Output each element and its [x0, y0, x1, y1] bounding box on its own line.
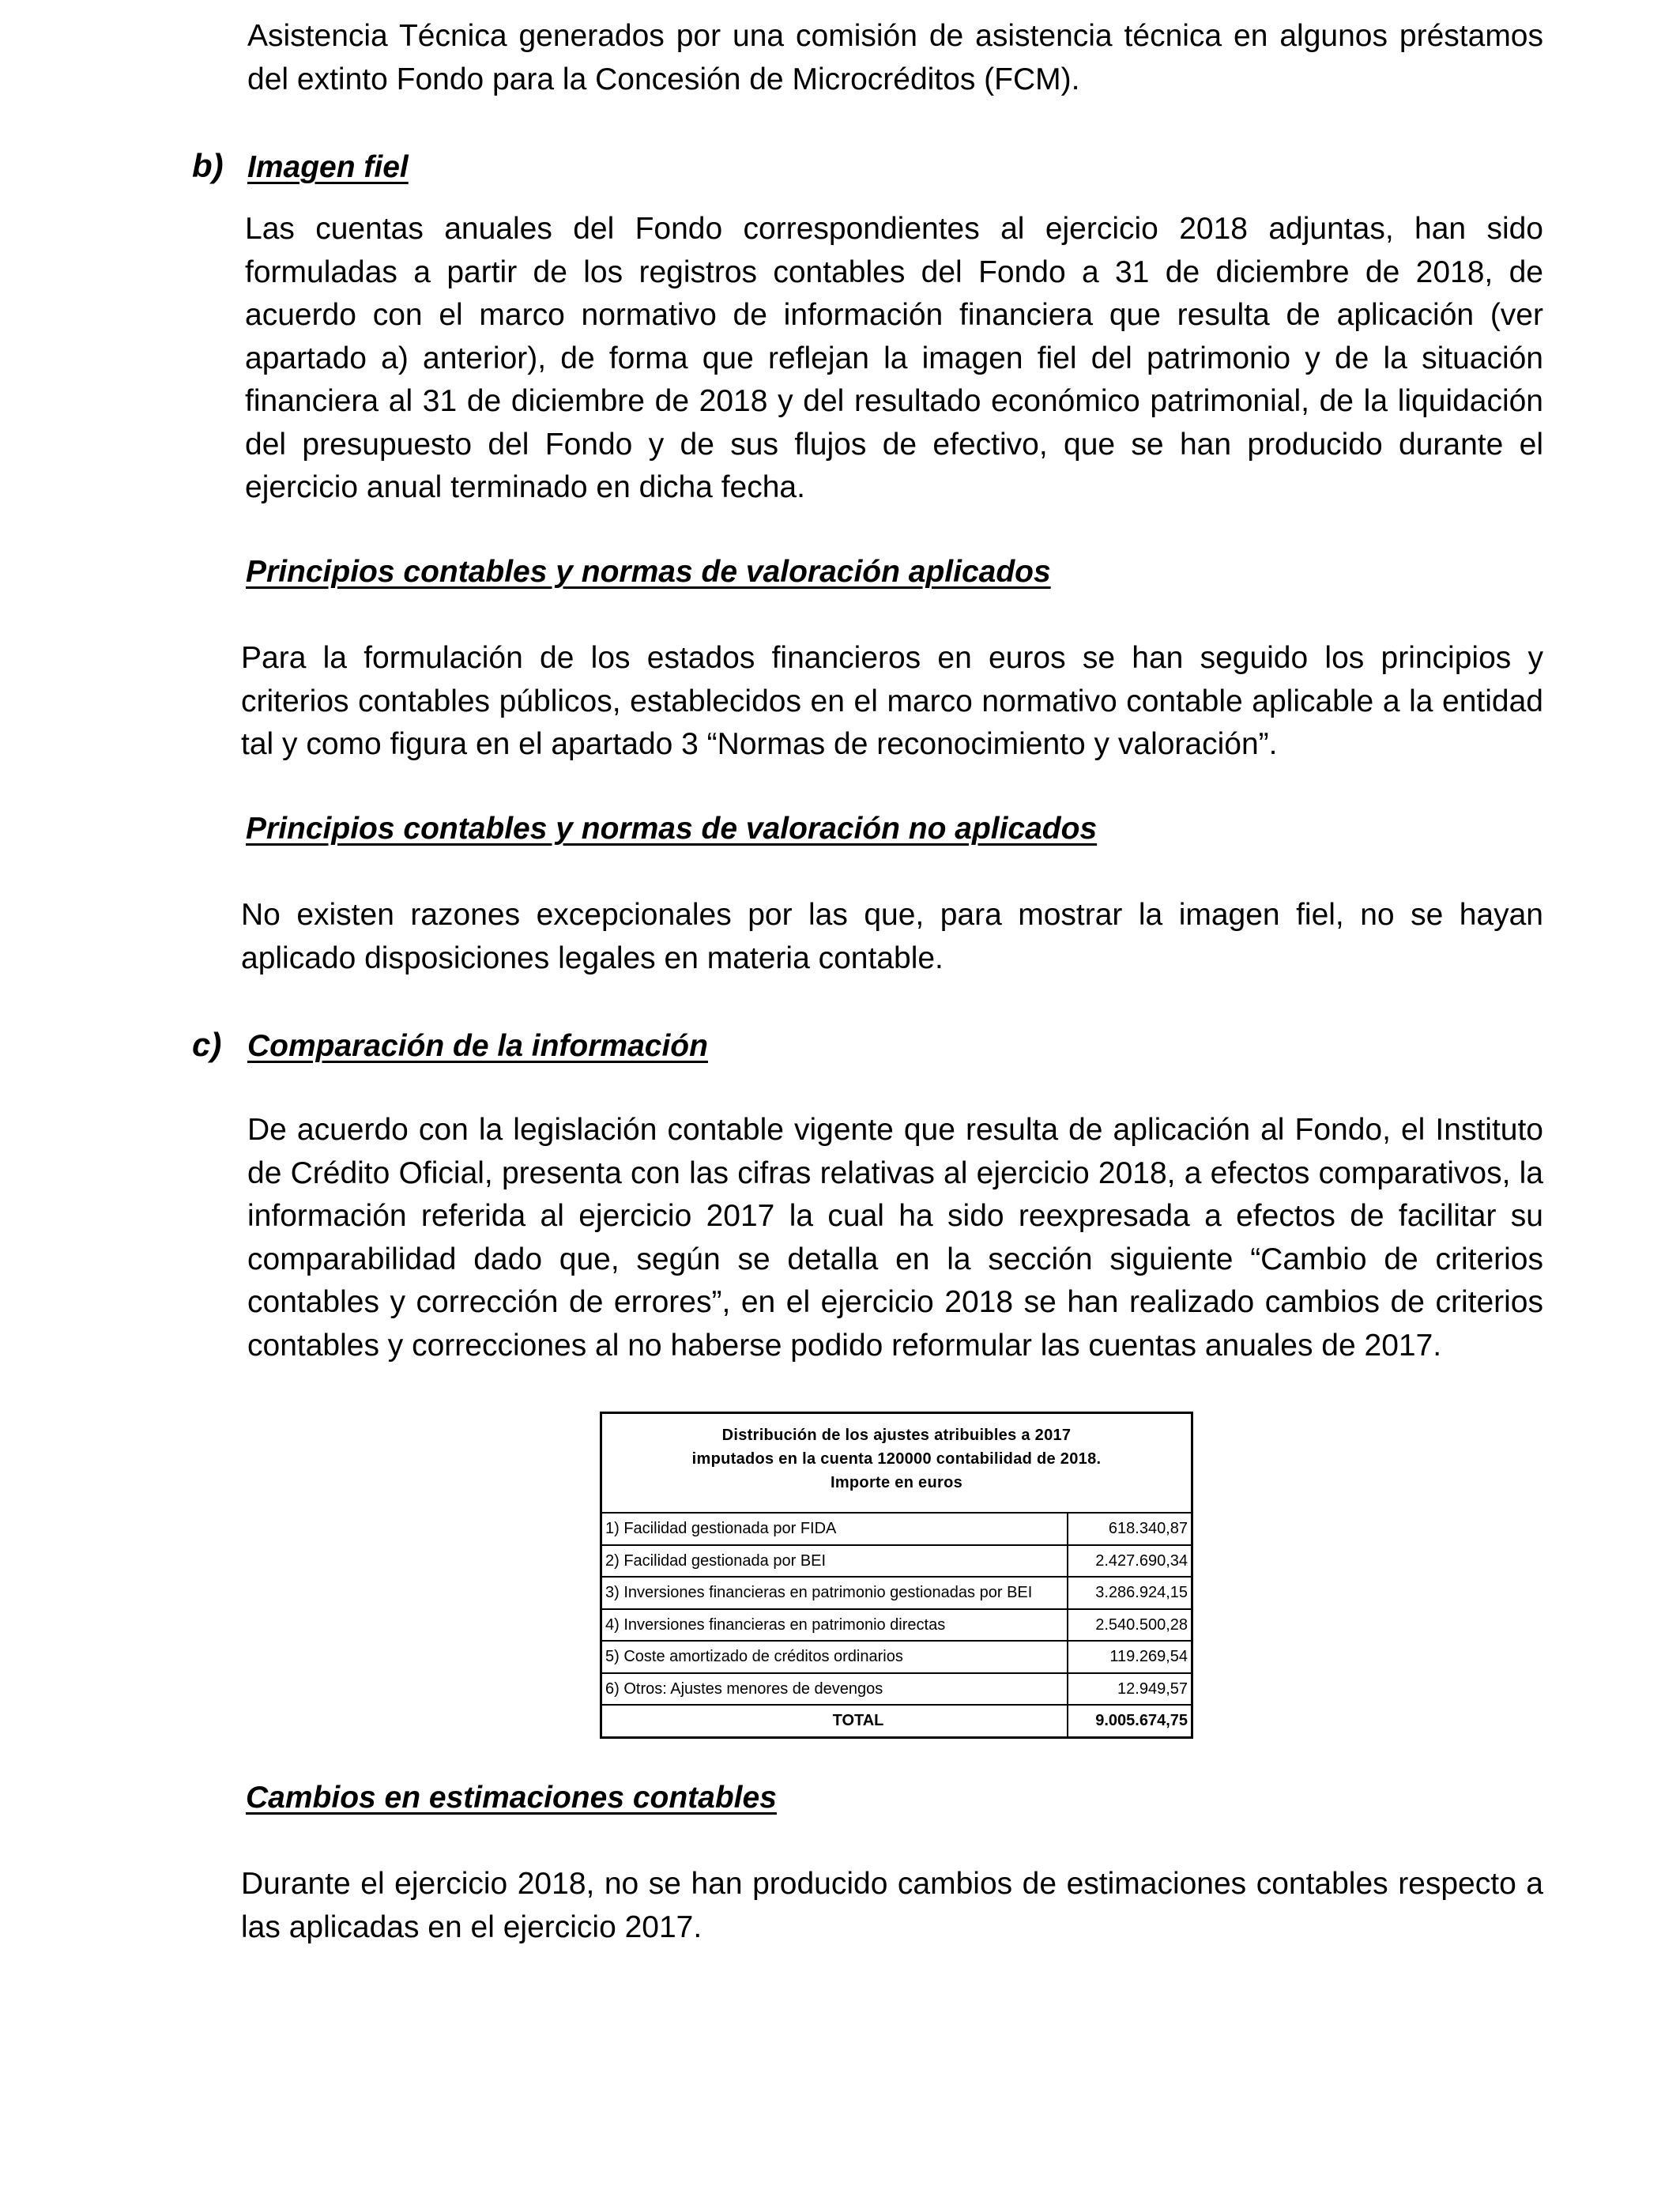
adjustments-table [600, 1412, 1193, 1739]
row-value: 2.540.500,28 [1095, 1615, 1188, 1634]
table-title [602, 1414, 1191, 1512]
table-row [602, 1674, 1191, 1706]
sub1-paragraph: Para la formulación de los estados financieros en euros se han seguido los principios y criterios contables públicos, establecidos en el marco normativo contable aplicable a la entidad tal y como figura en el apartado 3 “Normas de reconocimiento y valoración”. [241, 641, 1543, 761]
section-c-heading: Comparación de la información [247, 1029, 708, 1063]
row-value: 119.269,54 [1109, 1648, 1188, 1665]
section-b-marker: b) [192, 147, 224, 184]
sub2-heading: Principios contables y normas de valoración no aplicados [246, 812, 1098, 846]
section-c-marker: c) [192, 1026, 222, 1063]
table-row [602, 1546, 1191, 1578]
sub2-paragraph: No existen razones excepcionales por las que, para mostrar la imagen fiel, no se hayan aplicado disposiciones legales en materia contable. [241, 898, 1543, 975]
table-title-line-2: imputados en la cuenta 120000 contabilidad de 2018. [691, 1450, 1102, 1468]
row-label: 1) Facilidad gestionada por FIDA [602, 1514, 1068, 1544]
row-value: 618.340,87 [1108, 1520, 1188, 1537]
table-row [602, 1610, 1191, 1642]
row-label: 4) Inversiones financieras en patrimonio directas [602, 1610, 1068, 1641]
row-label: 3) Inversiones financieras en patrimonio gestionadas por BEI [602, 1578, 1068, 1608]
table-body [602, 1512, 1191, 1736]
table-row [602, 1514, 1191, 1546]
row-label: 2) Facilidad gestionada por BEI [602, 1546, 1068, 1577]
total-label: TOTAL [602, 1706, 1068, 1736]
intro-paragraph: Asistencia Técnica generados por una comisión de asistencia técnica en algunos préstamos del extinto Fondo para la Concesión de Microcréditos (FCM). [247, 19, 1543, 96]
row-value: 2.427.690,34 [1095, 1551, 1188, 1570]
sub1-heading: Principios contables y normas de valoración aplicados [246, 555, 1051, 589]
cambios-heading: Cambios en estimaciones contables [246, 1781, 777, 1815]
row-value: 3.286.924,15 [1095, 1584, 1188, 1601]
section-b-paragraph: Las cuentas anuales del Fondo correspondientes al ejercicio 2018 adjuntas, han sido formuladas a partir de los registros contables del Fondo a 31 de diciembre de 2018, de acuerdo con el marco normativo de información financiera que resulta de aplicación (ver apartado a) anterior), de forma que reflejan la imagen fiel del patrimonio y de la situación financiera al 31 de diciembre de 2018 y del resultado económico patrimonial, de la liquidación del presupuesto del Fondo y de sus flujos de efectivo, que se han producido durante el ejercicio anual terminado en dicha fecha. [245, 212, 1543, 504]
cambios-paragraph: Durante el ejercicio 2018, no se han producido cambios de estimaciones contables respecto a las aplicadas en el ejercicio 2017. [241, 1867, 1543, 1944]
section-c-paragraph: De acuerdo con la legislación contable vigente que resulta de aplicación al Fondo, el Instituto de Crédito Oficial, presenta con las cifras relativas al ejercicio 2018, a efectos comparativos, la información referida al ejercicio 2017 la cual ha sido reexpresada a efectos de facilitar su comparabilidad dado que, según se detalla en la sección siguiente “Cambio de criterios contables y corrección de errores”, en el ejercicio 2018 se han realizado cambios de criterios contables y correcciones al no haberse podido reformular las cuentas anuales de 2017. [247, 1113, 1543, 1363]
table-row [602, 1642, 1191, 1674]
section-b-heading: Imagen fiel [247, 150, 409, 184]
row-label: 5) Coste amortizado de créditos ordinarios [602, 1642, 1068, 1672]
table-total-row [602, 1706, 1191, 1736]
table-row [602, 1578, 1191, 1610]
table-title-line-1: Distribución de los ajustes atribuibles a 2017 [721, 1427, 1072, 1444]
total-value: 9.005.674,75 [1095, 1712, 1188, 1729]
table-title-line-3: Importe en euros [830, 1474, 963, 1491]
row-value: 12.949,57 [1117, 1679, 1188, 1698]
row-label: 6) Otros: Ajustes menores de devengos [602, 1674, 1068, 1705]
